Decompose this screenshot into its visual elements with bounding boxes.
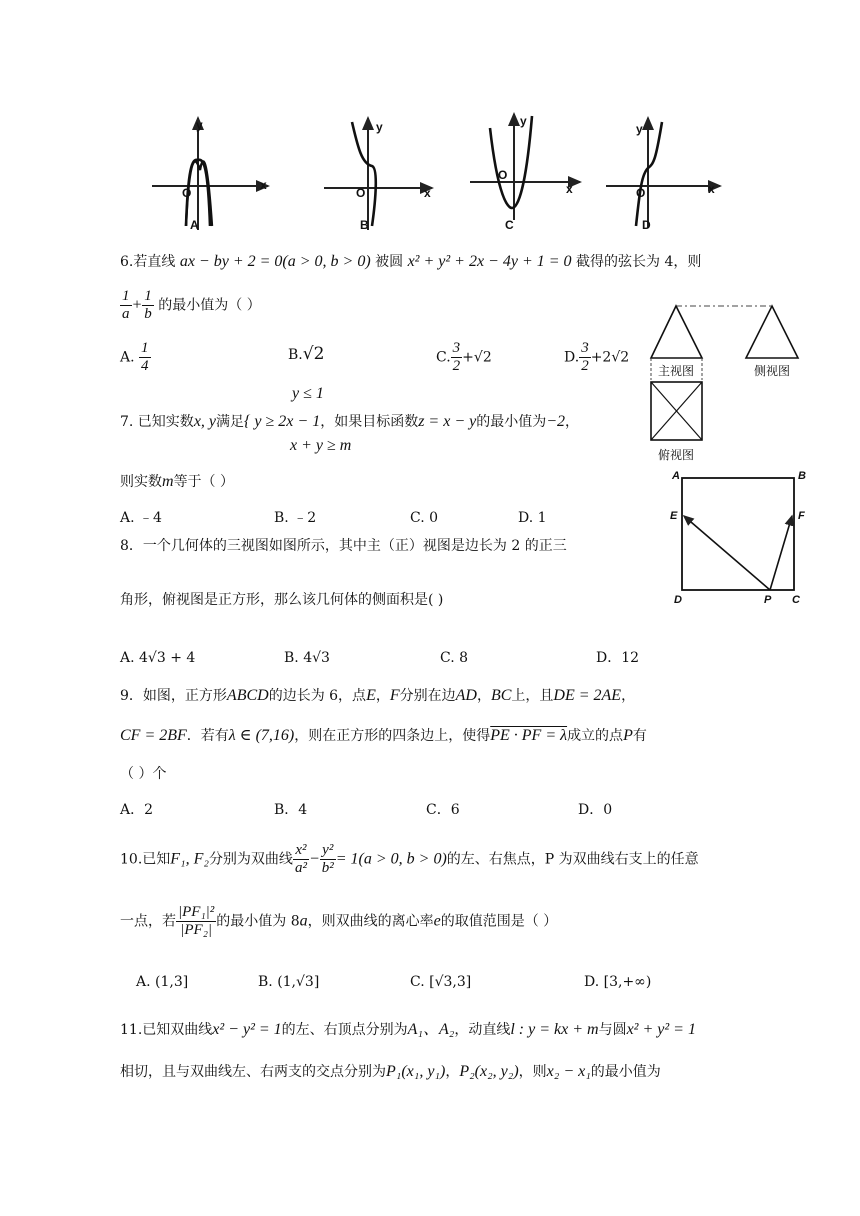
axis-y-label: y — [636, 122, 643, 136]
q8-option-b: B. 4√3 — [284, 650, 330, 666]
axis-y-label: y — [520, 114, 527, 128]
q10-option-d: D. [3,+∞) — [584, 974, 652, 990]
q9-line3: （ ）个 — [120, 766, 167, 782]
q9-option-d: D．0 — [578, 802, 613, 818]
q10-option-b: B. (1,√3] — [258, 974, 320, 990]
graph-b — [324, 118, 432, 230]
side-view-label: 侧视图 — [754, 364, 791, 378]
axis-y-label: y — [196, 118, 203, 132]
q10-option-a: A. (1,3] — [136, 974, 189, 990]
q7-option-c: C. 0 — [410, 510, 439, 526]
graph-label-c: C — [505, 218, 514, 232]
axis-x-label: x — [708, 182, 715, 196]
point-p-label: P — [764, 594, 772, 606]
top-view-label: 俯视图 — [658, 448, 695, 462]
q7-option-d: D. 1 — [518, 510, 547, 526]
axis-y-label: y — [376, 120, 383, 134]
graph-c — [470, 114, 580, 220]
graph-label-d: D — [642, 218, 651, 232]
vertex-d-label: D — [674, 594, 682, 606]
q7-constraint-1: y ≤ 1 — [292, 385, 324, 402]
origin-label: O — [498, 168, 508, 182]
origin-label: O — [356, 186, 366, 200]
point-f-label: F — [798, 510, 805, 522]
fraction: $\frac{1}{b}$ — [144, 288, 152, 322]
vertex-b-label: B — [798, 470, 806, 482]
q11-line2: 相切，且与双曲线左、右两支的交点分别为P₁(x₁, y₁)，P₂(x₂, y₂)，则x₂ − x₁的最小值为 — [120, 1063, 661, 1080]
three-views-figure — [646, 300, 816, 460]
q8-line1: 8．一个几何体的三视图如图所示，其中主（正）视图是边长为 2 的正三 — [120, 538, 567, 554]
q9-line1: 9．如图，正方形ABCD的边长为 6，点E，F分别在边AD，BC上，且DE = 2AE， — [120, 687, 636, 704]
q6-option-c: C. $\frac{3}{2}$ +√2 — [436, 340, 492, 374]
graph-label-a: A — [190, 218, 199, 232]
origin-label: O — [182, 186, 192, 200]
q10-line2: 一点，若 $\frac{\text{|PF₁|²}}{\text{|PF₂|}}$ 的最小值为 8a，则双曲线的离心率e的取值范围是（ ） — [120, 904, 558, 938]
q8-line2: 角形，俯视图是正方形，那么该几何体的侧面积是( ) — [120, 592, 444, 608]
q7-line2: 则实数m等于（ ） — [120, 473, 235, 490]
vertex-a-label: A — [672, 470, 680, 482]
fraction: $\frac{1}{a}$ — [122, 288, 130, 322]
q9-option-c: C．6 — [426, 802, 460, 818]
q8-option-c: C. 8 — [440, 650, 469, 666]
q6-option-b: B.√2 — [288, 344, 325, 364]
q11-line1: 11.已知双曲线x² − y² = 1的左、右顶点分别为A₁、A₂，动直线l : y = kx + m与圆x² + y² = 1 — [120, 1021, 696, 1038]
q7-constraint-3: x + y ≥ m — [290, 437, 352, 454]
point-e-label: E — [670, 510, 678, 522]
q6-line2: $\frac{1}{a}$ + $\frac{1}{b}$ 的最小值为（ ） — [122, 288, 261, 322]
q9-option-a: A．2 — [120, 802, 154, 818]
graph-a — [152, 118, 268, 230]
q10-option-c: C. [√3,3] — [410, 974, 472, 990]
q9-line2: CF = 2BF．若有λ ∈ (7,16)，则在正方形的四条边上，使得PE · PF = λ成立的点P有 — [120, 727, 647, 744]
q6-option-a: A. $\frac{1}{4}$ — [120, 340, 149, 374]
axis-x-label: x — [424, 186, 431, 200]
q7-option-b: B. ﹣2 — [274, 510, 317, 526]
graph-label-b: B — [360, 218, 369, 232]
graph-d — [606, 118, 720, 228]
q8-option-d: D．12 — [596, 650, 640, 666]
origin-label: O — [636, 186, 646, 200]
axis-x-label: x — [260, 178, 267, 192]
q6-line1: 6.若直线 ax − by + 2 = 0(a > 0, b > 0) 被圆 x² + y² + 2x − 4y + 1 = 0 截得的弦长为 4，则 — [120, 253, 702, 270]
q9-option-b: B．4 — [274, 802, 308, 818]
q7-option-a: A. ﹣4 — [120, 510, 162, 526]
vertex-c-label: C — [792, 594, 800, 606]
q10-line1: 10.已知F₁, F₂分别为双曲线 $\frac{\text{x²}}{\text{a²}}$ − $\frac{\text{y²}}{\text{b²}}$ = 1(a > 0, b > 0)的左、右焦点，P 为双曲线右支上的任意 — [120, 842, 699, 876]
q8-option-a: A. 4√3 + 4 — [120, 650, 196, 666]
front-view-label: 主视图 — [658, 364, 695, 378]
axis-x-label: x — [566, 182, 573, 196]
q6-option-d: D. $\frac{3}{2}$ +2√2 — [564, 340, 630, 374]
q7-line1: 7. 已知实数x, y满足{ y ≥ 2x − 1，如果目标函数z = x − y的最小值为−2， — [120, 413, 580, 430]
